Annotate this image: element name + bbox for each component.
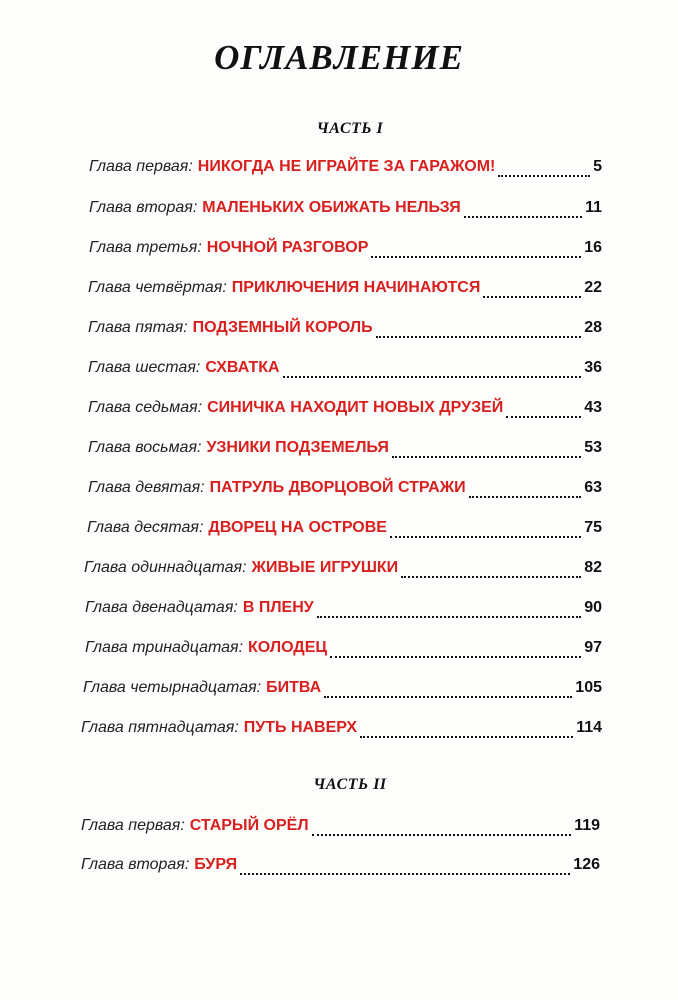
dot-leader — [283, 364, 582, 378]
chapter-label: Глава пятая: — [88, 319, 188, 336]
page-number: 53 — [584, 439, 602, 456]
page-number: 5 — [593, 158, 602, 175]
toc-entry[interactable] — [87, 519, 602, 543]
toc-entry[interactable] — [89, 199, 602, 223]
chapter-title: СХВАТКА — [205, 359, 280, 376]
dot-leader — [464, 204, 582, 218]
page-number: 63 — [584, 479, 602, 496]
toc-entry[interactable] — [85, 599, 602, 623]
chapter-label: Глава девятая: — [88, 479, 205, 496]
page-number: 22 — [584, 279, 602, 296]
toc-entry[interactable] — [88, 439, 602, 463]
chapter-label: Глава двенадцатая: — [85, 599, 238, 616]
chapter-title: СИНИЧКА НАХОДИТ НОВЫХ ДРУЗЕЙ — [207, 399, 504, 416]
toc-entry[interactable] — [81, 817, 600, 841]
toc-entry[interactable] — [89, 158, 602, 182]
page-number: 90 — [584, 599, 602, 616]
page-number: 16 — [584, 239, 602, 256]
chapter-label: Глава шестая: — [88, 359, 201, 376]
toc-entry[interactable] — [83, 679, 602, 703]
dot-leader — [392, 444, 581, 458]
toc-entry[interactable] — [88, 399, 602, 423]
chapter-label: Глава одиннадцатая: — [84, 559, 247, 576]
toc-entry[interactable] — [85, 639, 602, 663]
page-number: 105 — [575, 679, 602, 696]
chapter-title: БИТВА — [266, 679, 322, 696]
page-number: 36 — [584, 359, 602, 376]
page-number: 82 — [584, 559, 602, 576]
toc-entry[interactable] — [88, 359, 602, 383]
dot-leader — [498, 163, 590, 177]
chapter-label: Глава третья: — [89, 239, 202, 256]
chapter-label: Глава пятнадцатая: — [81, 719, 239, 736]
chapter-title: УЗНИКИ ПОДЗЕМЕЛЬЯ — [206, 439, 389, 456]
chapter-title: НОЧНОЙ РАЗГОВОР — [206, 239, 369, 256]
page-number: 11 — [585, 199, 602, 216]
chapter-title: ДВОРЕЦ НА ОСТРОВЕ — [208, 519, 387, 536]
chapter-title: ПОДЗЕМНЫЙ КОРОЛЬ — [192, 319, 373, 336]
chapter-title: МАЛЕНЬКИХ ОБИЖАТЬ НЕЛЬЗЯ — [202, 199, 461, 216]
chapter-title: КОЛОДЕЦ — [248, 639, 328, 656]
dot-leader — [376, 324, 582, 338]
dot-leader — [312, 822, 572, 836]
toc-entry[interactable] — [88, 279, 602, 303]
chapter-label: Глава десятая: — [87, 519, 204, 536]
toc-entry[interactable] — [88, 479, 602, 503]
chapter-title: ПРИКЛЮЧЕНИЯ НАЧИНАЮТСЯ — [231, 279, 481, 296]
part-heading-1: ЧАСТЬ I — [316, 120, 384, 137]
chapter-title: ЖИВЫЕ ИГРУШКИ — [251, 559, 399, 576]
toc-entry[interactable] — [81, 856, 600, 880]
dot-leader — [483, 284, 581, 298]
dot-leader — [317, 604, 581, 618]
dot-leader — [371, 244, 581, 258]
page-number: 28 — [584, 319, 602, 336]
chapter-label: Глава седьмая: — [88, 399, 203, 416]
chapter-title: СТАРЫЙ ОРЁЛ — [189, 817, 309, 834]
dot-leader — [330, 644, 581, 658]
chapter-title: БУРЯ — [194, 856, 238, 873]
toc-entry[interactable] — [81, 719, 602, 743]
chapter-label: Глава восьмая: — [88, 439, 202, 456]
toc-entry[interactable] — [88, 319, 602, 343]
dot-leader — [240, 861, 570, 875]
toc-entry[interactable] — [84, 559, 602, 583]
dot-leader — [401, 564, 581, 578]
page-number: 114 — [576, 719, 602, 736]
page-number: 75 — [584, 519, 602, 536]
dot-leader — [506, 404, 581, 418]
chapter-title: ПАТРУЛЬ ДВОРЦОВОЙ СТРАЖИ — [209, 479, 466, 496]
chapter-title: НИКОГДА НЕ ИГРАЙТЕ ЗА ГАРАЖОМ! — [197, 158, 496, 175]
dot-leader — [324, 684, 572, 698]
page-number: 119 — [574, 817, 600, 834]
chapter-title: ПУТЬ НАВЕРХ — [243, 719, 358, 736]
chapter-label: Глава первая: — [89, 158, 193, 175]
toc-entry[interactable] — [89, 239, 602, 263]
chapter-title: В ПЛЕНУ — [242, 599, 314, 616]
part-heading-2: ЧАСТЬ II — [313, 776, 387, 793]
chapter-label: Глава тринадцатая: — [85, 639, 244, 656]
dot-leader — [390, 524, 581, 538]
page-number: 43 — [584, 399, 602, 416]
chapter-label: Глава вторая: — [89, 199, 198, 216]
chapter-label: Глава вторая: — [81, 856, 190, 873]
page-number: 126 — [573, 856, 600, 873]
dot-leader — [469, 484, 582, 498]
chapter-label: Глава первая: — [81, 817, 185, 834]
page-number: 97 — [584, 639, 602, 656]
dot-leader — [360, 724, 573, 738]
chapter-label: Глава четырнадцатая: — [83, 679, 262, 696]
page-title: ОГЛАВЛЕНИЕ — [214, 38, 464, 77]
chapter-label: Глава четвёртая: — [88, 279, 227, 296]
